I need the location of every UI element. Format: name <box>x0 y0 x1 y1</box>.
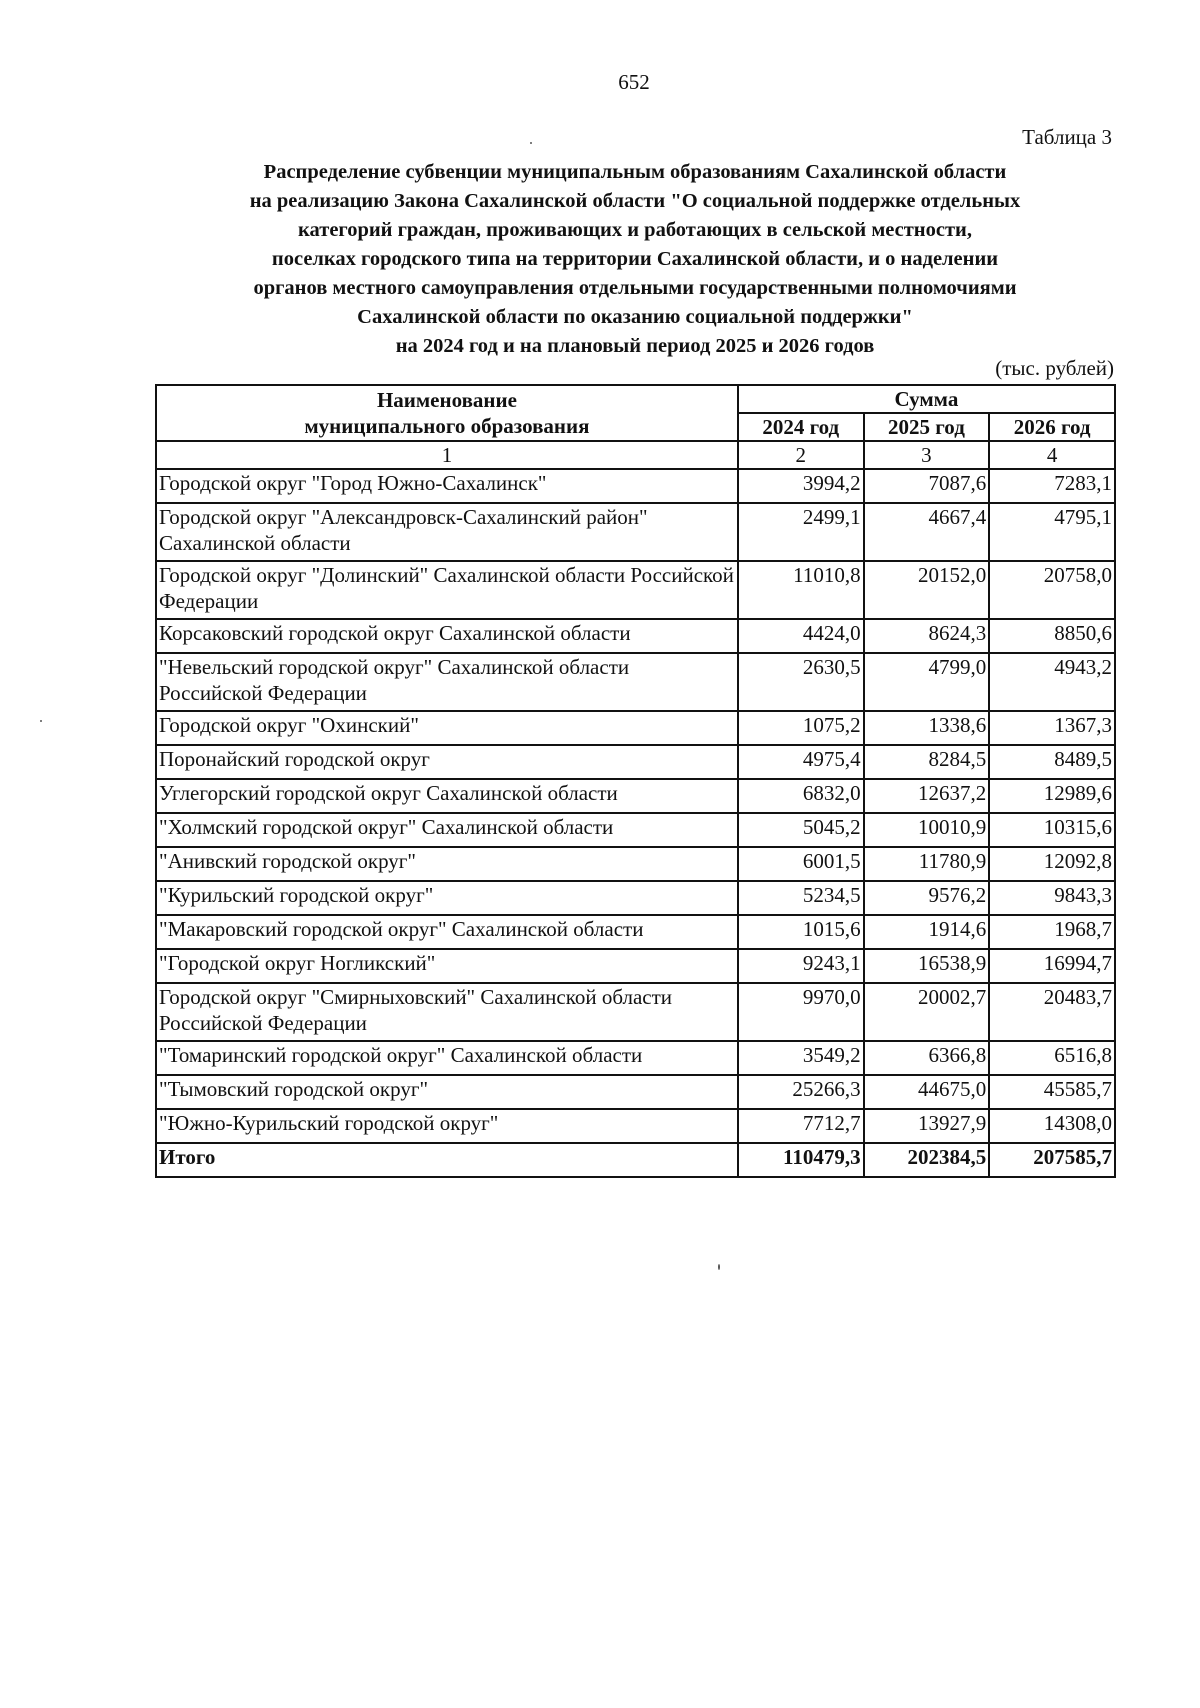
scan-speck <box>718 1264 720 1270</box>
table-row <box>156 779 1115 813</box>
value-2024: 6001,5 <box>738 847 864 881</box>
value-2026: 12092,8 <box>989 847 1115 881</box>
value-2025: 20002,7 <box>864 983 990 1041</box>
value-2024: 1075,2 <box>738 711 864 745</box>
value-2024: 4424,0 <box>738 619 864 653</box>
municipality-name: Корсаковский городской округ Сахалинской области <box>156 619 738 653</box>
value-2024: 9970,0 <box>738 983 864 1041</box>
value-2024: 1015,6 <box>738 915 864 949</box>
total-label: Итого <box>156 1143 738 1177</box>
value-2024: 4975,4 <box>738 745 864 779</box>
value-2025: 20152,0 <box>864 561 990 619</box>
header-sum: Сумма <box>738 385 1115 413</box>
table-row <box>156 745 1115 779</box>
value-2025: 10010,9 <box>864 813 990 847</box>
header-name: Наименование муниципального образования <box>156 385 738 441</box>
value-2025: 1914,6 <box>864 915 990 949</box>
value-2026: 20758,0 <box>989 561 1115 619</box>
table-row <box>156 983 1115 1041</box>
value-2025: 11780,9 <box>864 847 990 881</box>
value-2025: 7087,6 <box>864 469 990 503</box>
value-2026: 20483,7 <box>989 983 1115 1041</box>
value-2025: 4799,0 <box>864 653 990 711</box>
units-label: (тыс. рублей) <box>995 356 1114 380</box>
value-2026: 8850,6 <box>989 619 1115 653</box>
municipality-name: Городской округ "Смирныховский" Сахалинской области Российской Федерации <box>156 983 738 1041</box>
value-2026: 4943,2 <box>989 653 1115 711</box>
table-header <box>156 385 1115 469</box>
table-row <box>156 711 1115 745</box>
municipality-name: Городской округ "Охинский" <box>156 711 738 745</box>
column-number: 1 <box>156 441 738 469</box>
table-row <box>156 847 1115 881</box>
value-2025: 12637,2 <box>864 779 990 813</box>
municipality-name: Городской округ "Долинский" Сахалинской области Российской Федерации <box>156 561 738 619</box>
municipality-name: "Анивский городской округ" <box>156 847 738 881</box>
table-row <box>156 1041 1115 1075</box>
header-year-2024: 2024 год <box>738 413 864 441</box>
total-2024: 110479,3 <box>738 1143 864 1177</box>
value-2024: 5045,2 <box>738 813 864 847</box>
value-2026: 8489,5 <box>989 745 1115 779</box>
table-row <box>156 619 1115 653</box>
value-2024: 3994,2 <box>738 469 864 503</box>
header-year-2025: 2025 год <box>864 413 990 441</box>
municipality-name: "Макаровский городской округ" Сахалинской области <box>156 915 738 949</box>
municipality-name: Городской округ "Александровск-Сахалинский район" Сахалинской области <box>156 503 738 561</box>
municipality-name: "Томаринский городской округ" Сахалинской области <box>156 1041 738 1075</box>
total-2026: 207585,7 <box>989 1143 1115 1177</box>
value-2024: 6832,0 <box>738 779 864 813</box>
table-body <box>156 469 1115 1143</box>
municipality-name: "Городской округ Ногликский" <box>156 949 738 983</box>
value-2026: 9843,3 <box>989 881 1115 915</box>
table-label: Таблица 3 <box>1022 125 1112 149</box>
value-2026: 1367,3 <box>989 711 1115 745</box>
table-row <box>156 949 1115 983</box>
municipality-name: "Невельский городской округ" Сахалинской области Российской Федерации <box>156 653 738 711</box>
value-2026: 1968,7 <box>989 915 1115 949</box>
table-row <box>156 469 1115 503</box>
subvention-table <box>155 384 1116 1178</box>
table-row <box>156 503 1115 561</box>
total-2025: 202384,5 <box>864 1143 990 1177</box>
table-row <box>156 653 1115 711</box>
value-2025: 4667,4 <box>864 503 990 561</box>
value-2026: 45585,7 <box>989 1075 1115 1109</box>
page-number: 652 <box>618 70 650 94</box>
value-2024: 9243,1 <box>738 949 864 983</box>
value-2024: 2630,5 <box>738 653 864 711</box>
value-2025: 6366,8 <box>864 1041 990 1075</box>
value-2026: 6516,8 <box>989 1041 1115 1075</box>
table-row <box>156 915 1115 949</box>
header-year-2026: 2026 год <box>989 413 1115 441</box>
value-2026: 10315,6 <box>989 813 1115 847</box>
column-number: 3 <box>864 441 990 469</box>
value-2026: 12989,6 <box>989 779 1115 813</box>
value-2025: 13927,9 <box>864 1109 990 1143</box>
value-2025: 9576,2 <box>864 881 990 915</box>
table-row <box>156 1075 1115 1109</box>
document-title: Распределение субвенции муниципальным образованиям Сахалинской области на реализацию Закона Сахалинской области "О социальной поддержке отдельных категорий граждан, проживающих и работающих в сельской местности, поселках городского типа на территории Сахалинской области, и о наделении органов местного самоуправления отдельными государственными полномочиями Сахалинской области по оказанию социальной поддержки" на 2024 год и на плановый период 2025 и 2026 годов <box>249 161 1021 357</box>
value-2025: 1338,6 <box>864 711 990 745</box>
table-row <box>156 813 1115 847</box>
municipality-name: "Тымовский городской округ" <box>156 1075 738 1109</box>
municipality-name: "Курильский городской округ" <box>156 881 738 915</box>
value-2024: 2499,1 <box>738 503 864 561</box>
table-row <box>156 1109 1115 1143</box>
scan-speck <box>530 142 532 144</box>
value-2026: 4795,1 <box>989 503 1115 561</box>
value-2024: 25266,3 <box>738 1075 864 1109</box>
municipality-name: Городской округ "Город Южно-Сахалинск" <box>156 469 738 503</box>
total-row <box>156 1143 1115 1177</box>
municipality-name: "Холмский городской округ" Сахалинской области <box>156 813 738 847</box>
table-row <box>156 881 1115 915</box>
municipality-name: Углегорский городской округ Сахалинской области <box>156 779 738 813</box>
value-2024: 3549,2 <box>738 1041 864 1075</box>
column-number: 4 <box>989 441 1115 469</box>
value-2025: 16538,9 <box>864 949 990 983</box>
scan-speck <box>40 720 42 722</box>
value-2025: 8624,3 <box>864 619 990 653</box>
value-2026: 14308,0 <box>989 1109 1115 1143</box>
value-2024: 11010,8 <box>738 561 864 619</box>
value-2025: 8284,5 <box>864 745 990 779</box>
table-row <box>156 561 1115 619</box>
municipality-name: "Южно-Курильский городской округ" <box>156 1109 738 1143</box>
value-2026: 7283,1 <box>989 469 1115 503</box>
value-2024: 7712,7 <box>738 1109 864 1143</box>
value-2025: 44675,0 <box>864 1075 990 1109</box>
column-number: 2 <box>738 441 864 469</box>
value-2026: 16994,7 <box>989 949 1115 983</box>
value-2024: 5234,5 <box>738 881 864 915</box>
municipality-name: Поронайский городской округ <box>156 745 738 779</box>
